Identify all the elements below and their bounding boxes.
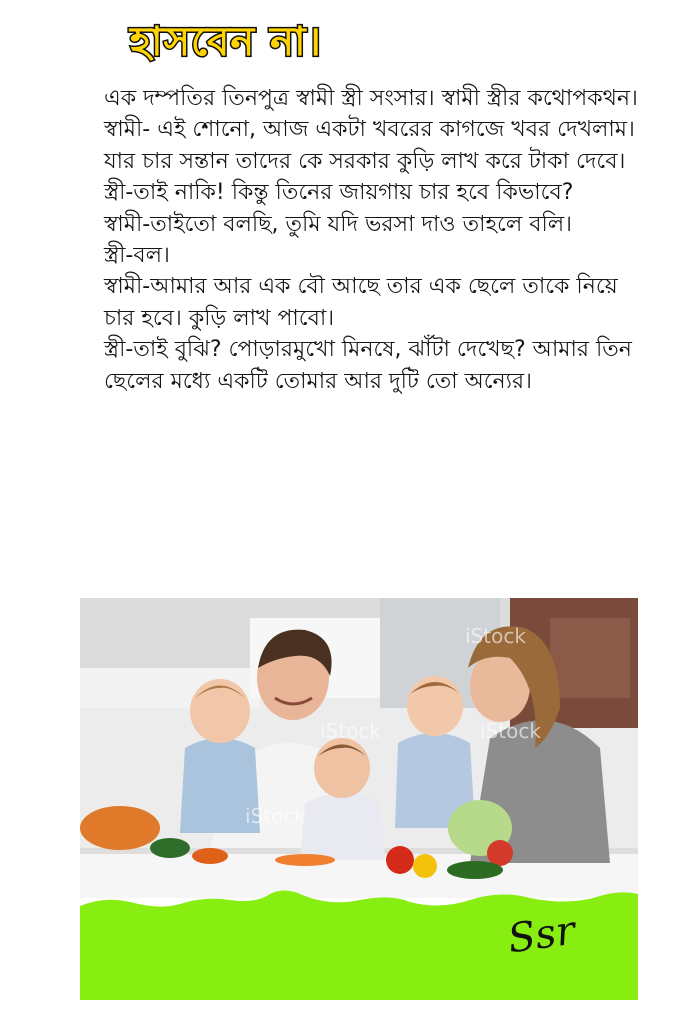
watermark-text: iStock xyxy=(465,624,526,648)
watermark-text: iStock xyxy=(480,719,541,743)
signature: Ssr xyxy=(505,907,578,963)
story-paragraph: স্ত্রী-তাই বুঝি? পোড়ারমুখো মিনষে, ঝাঁটা দেখেছ? আমার তিন ছেলের মধ্যে একটি তোমার আর দুটি তো অন্যের। xyxy=(104,337,632,394)
watermark-text: iStock xyxy=(245,804,306,828)
story-text xyxy=(104,83,644,397)
story-paragraph: স্বামী- এই শোনো, আজ একটা খবরের কাগজে খবর দেখলাম। যার চার সন্তান তাদের কে সরকার কুড়ি লাখ করে টাকা দেবে। xyxy=(104,117,635,174)
story-paragraph: স্ত্রী-তাই নাকি! কিন্তু তিনের জায়গায় চার হবে কিভাবে? xyxy=(104,180,574,206)
story-paragraph: স্ত্রী-বল। xyxy=(104,243,170,269)
family-photo xyxy=(80,598,638,898)
story-paragraph: স্বামী-তাইতো বলছি, তুমি যদি ভরসা দাও তাহলে বলি। xyxy=(104,211,573,237)
post-title: হাসবেন না। xyxy=(130,19,322,65)
story-paragraph: এক দম্পতির তিনপুত্র স্বামী স্ত্রী সংসার। স্বামী স্ত্রীর কথোপকথন। xyxy=(104,86,638,111)
watermark-text: iStock xyxy=(320,719,381,743)
story-paragraph: স্বামী-আমার আর এক বৌ আছে তার এক ছেলে তাকে নিয়ে চার হবে। কুড়ি লাখ পাবো। xyxy=(104,274,618,331)
